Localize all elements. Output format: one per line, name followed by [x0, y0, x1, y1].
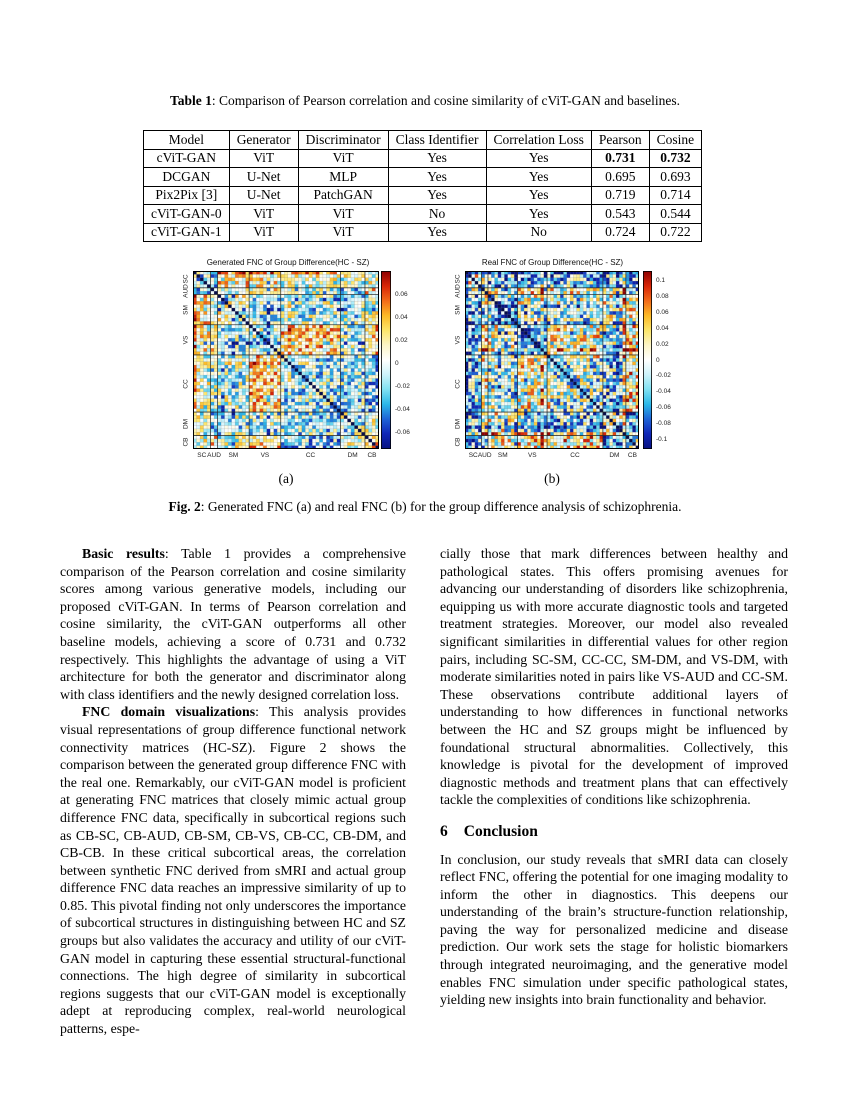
table-cell: Yes	[388, 186, 486, 205]
table-cell: Yes	[388, 149, 486, 168]
colorbar-tick-label: 0.1	[656, 277, 666, 285]
table-cell: U-Net	[229, 168, 298, 187]
subfigure-label-a: (a)	[278, 471, 294, 486]
table-caption-label: Table 1	[170, 93, 212, 108]
fnc-heatmap-canvas	[193, 271, 379, 449]
colorbar-tick-label: 0.02	[395, 336, 408, 344]
table-cell: Yes	[486, 149, 591, 168]
body-column-right	[440, 545, 788, 1009]
y-axis-tick-label: CC	[454, 378, 462, 389]
table-caption-text: : Comparison of Pearson correlation and cosine similarity of cViT-GAN and baselines.	[211, 93, 680, 108]
table-cell: Yes	[486, 205, 591, 224]
x-axis-tick-label: CB	[627, 452, 637, 459]
table-cell: No	[486, 223, 591, 242]
y-axis-tick-label: CB	[182, 437, 190, 447]
y-axis-tick-label: CC	[182, 378, 190, 389]
table-cell: ViT	[229, 223, 298, 242]
colorbar-canvas	[643, 271, 652, 449]
colorbar-tick-label: 0	[656, 356, 660, 364]
table-cell: ViT	[298, 223, 388, 242]
table-header-cell: Pearson	[591, 131, 649, 150]
colorbar-tick-label: -0.04	[395, 406, 410, 414]
table-cell: ViT	[298, 149, 388, 168]
table-header-cell: Class Identifier	[388, 131, 486, 150]
colorbar-tick-label: -0.02	[656, 372, 671, 380]
table-cell: Yes	[388, 168, 486, 187]
y-axis-tick-label: VS	[182, 335, 190, 345]
table-cell: Yes	[486, 186, 591, 205]
colorbar-tick-label: -0.08	[656, 419, 671, 427]
colorbar-tick-label: 0.04	[395, 313, 408, 321]
table-row	[144, 168, 702, 187]
table-cell: ViT	[229, 149, 298, 168]
colorbar-tick-label: 0.06	[395, 290, 408, 298]
x-axis-tick-label: SC	[197, 452, 207, 459]
colorbar-tick-label: 0.02	[656, 340, 669, 348]
colorbar-tick-label: -0.02	[395, 383, 410, 391]
figure-caption	[0, 499, 850, 515]
paragraph-fnc-continuation: cially those that mark differences between healthy and pathological states. This offers promising avenues for advancing our understanding of disorders like schizophrenia, equipping us with more accurate diagnostic tools and targeted treatment strategies. Moreover, our model also revealed significant similarities in differential values for other region pairs, including SC-SM, CC-CC, SM-DM, and VS-DM, with moderate similarities noted in pairs like VS-AUD and CC-SM. These observations contribute additional layers of understanding to how differences in functional networks between the HC and SZ groups might be influenced by foundational structural abnormalities. Collectively, this knowledge is pivotal for the development of improved diagnostic methods and treatment plans that can effectively tackle the complexities of conditions like schizophrenia.	[440, 546, 788, 808]
figure-caption-label: Fig. 2	[168, 499, 201, 514]
table-cell: 0.543	[591, 205, 649, 224]
heatmap-title: Real FNC of Group Difference(HC - SZ)	[481, 258, 624, 267]
table-header-row	[144, 131, 702, 150]
colorbar-tick-label: -0.06	[656, 403, 671, 411]
paragraph-basic-results	[60, 545, 406, 703]
x-axis-tick-label: CB	[367, 452, 377, 459]
x-axis-tick-label: VS	[260, 452, 270, 459]
x-axis-tick-label: SM	[497, 452, 508, 459]
table-cell: U-Net	[229, 186, 298, 205]
heatmap-title: Generated FNC of Group Difference(HC - SZ)	[206, 258, 370, 267]
body-column-left	[60, 545, 406, 1038]
table-caption	[0, 93, 850, 109]
figure-caption-text: : Generated FNC (a) and real FNC (b) for the group difference analysis of schizophrenia.	[200, 499, 682, 514]
y-axis-tick-label: CB	[454, 437, 462, 447]
table-cell: 0.693	[649, 168, 702, 187]
table-cell: DCGAN	[144, 168, 230, 187]
x-axis-tick-label: AUD	[477, 452, 492, 459]
paragraph-fnc-visualizations	[60, 703, 406, 1037]
table-row	[144, 186, 702, 205]
x-axis-tick-label: CC	[570, 452, 580, 459]
table-cell: 0.714	[649, 186, 702, 205]
table-cell: cViT-GAN	[144, 149, 230, 168]
x-axis-tick-label: VS	[527, 452, 537, 459]
y-axis-tick-label: VS	[454, 335, 462, 345]
table-header-cell: Correlation Loss	[486, 131, 591, 150]
table-row	[144, 149, 702, 168]
x-axis-tick-label: AUD	[207, 452, 221, 459]
section-title: Conclusion	[463, 822, 538, 840]
colorbar-tick-label: 0.06	[656, 309, 669, 317]
x-axis-tick-label: SC	[468, 452, 478, 459]
table-header-cell: Cosine	[649, 131, 702, 150]
table-cell: 0.722	[649, 223, 702, 242]
colorbar-tick-label: 0.08	[656, 293, 669, 301]
colorbar-tick-label: 0	[395, 360, 399, 368]
table-cell: ViT	[298, 205, 388, 224]
y-axis-tick-label: SC	[454, 274, 462, 284]
y-axis-tick-label: DM	[182, 418, 190, 429]
y-axis-tick-label: AUD	[454, 284, 462, 299]
table-cell: MLP	[298, 168, 388, 187]
table-row	[144, 223, 702, 242]
table-cell: 0.544	[649, 205, 702, 224]
subfigure-label-b: (b)	[544, 471, 560, 486]
y-axis-tick-label: DM	[454, 418, 462, 429]
x-axis-tick-label: CC	[305, 452, 316, 459]
heatmap-panel-generated	[150, 258, 430, 473]
y-axis-tick-label: AUD	[182, 284, 190, 299]
results-table	[143, 130, 702, 242]
table-header-cell: Generator	[229, 131, 298, 150]
paragraph-conclusion: In conclusion, our study reveals that sMRI data can closely reflect FNC, offering the potential for one imaging modality to inform the other in diagnostics. This deepens our understanding of the brain’s structure-function relationship, paving the way for personalized medicine and disease prediction. Our work sets the stage for holistic biomarkers through integrated neuroimaging, and the generative model enables FNC simulation under specific pathological states, yielding new insights into brain functionality and behavior.	[440, 851, 788, 1008]
paragraph-lead-fnc-visualizations: FNC domain visualizations	[82, 704, 256, 720]
table-cell: Pix2Pix [3]	[144, 186, 230, 205]
heatmap-panel-real	[425, 258, 705, 473]
table-cell: 0.719	[591, 186, 649, 205]
table-cell: Yes	[486, 168, 591, 187]
table-cell: cViT-GAN-0	[144, 205, 230, 224]
colorbar-tick-label: -0.04	[656, 388, 671, 396]
table-cell: 0.695	[591, 168, 649, 187]
colorbar-tick-label: 0.04	[656, 324, 669, 332]
table-cell: No	[388, 205, 486, 224]
table-cell: Yes	[388, 223, 486, 242]
table-header-cell: Model	[144, 131, 230, 150]
paragraph-text-basic-results: : Table 1 provides a comprehensive comparison of the Pearson correlation and cosine similarity scores among various generative models, including our proposed cViT-GAN. In terms of Pearson correlation and cosine similarity, the cViT-GAN outperforms all other baseline models, achieving a score of 0.731 and 0.732 respectively. This highlights the advantage of using a ViT architecture for both the generator and discriminator along with class identifiers and the newly designed correlation loss.	[60, 546, 406, 702]
fnc-heatmap-canvas	[465, 271, 639, 449]
colorbar-tick-label: -0.1	[656, 435, 668, 443]
y-axis-tick-label: SC	[182, 274, 190, 284]
section-heading-conclusion	[440, 823, 788, 841]
table-cell: cViT-GAN-1	[144, 223, 230, 242]
table-cell: 0.731	[591, 149, 649, 168]
section-number: 6	[440, 822, 448, 840]
x-axis-tick-label: DM	[347, 452, 358, 459]
table-cell: 0.724	[591, 223, 649, 242]
y-axis-tick-label: SM	[454, 304, 462, 315]
y-axis-tick-label: SM	[182, 304, 190, 315]
x-axis-tick-label: DM	[609, 452, 620, 459]
table-cell: ViT	[229, 205, 298, 224]
colorbar-tick-label: -0.06	[395, 429, 410, 437]
table-cell: 0.732	[649, 149, 702, 168]
paragraph-text-fnc-visualizations: : This analysis provides visual representations of group difference functional network connectivity matrices (HC-SZ). Figure 2 shows the comparison between the generated group difference FNC with the real one. Remarkably, our cViT-GAN model is proficient at generating FNC matrices that closely mimic actual group difference FNC data, specifically in subcortical regions such as CB-SC, CB-AUD, CB-SM, CB-VS, CB-CC, CB-DM, and CB-CB. In these critical subcortical areas, the correlation between synthetic FNC derived from sMRI and actual group difference FNC data reaches an impressive similarity of up to 0.85. This pivotal finding not only underscores the importance of subcortical structures in distinguishing between HC and SZ groups but also validates the accuracy and utility of our cViT-GAN model in capturing these essential structural-functional connections. The high degree of similarity in subcortical regions suggests that our cViT-GAN model is exceptionally adept at reproducing complex, real-world neurological patterns, espe-	[60, 704, 406, 1037]
paragraph-lead-basic-results: Basic results	[82, 546, 165, 561]
table-cell: PatchGAN	[298, 186, 388, 205]
table-header-cell: Discriminator	[298, 131, 388, 150]
colorbar-canvas	[381, 271, 391, 449]
table-row	[144, 205, 702, 224]
x-axis-tick-label: SM	[228, 452, 239, 459]
